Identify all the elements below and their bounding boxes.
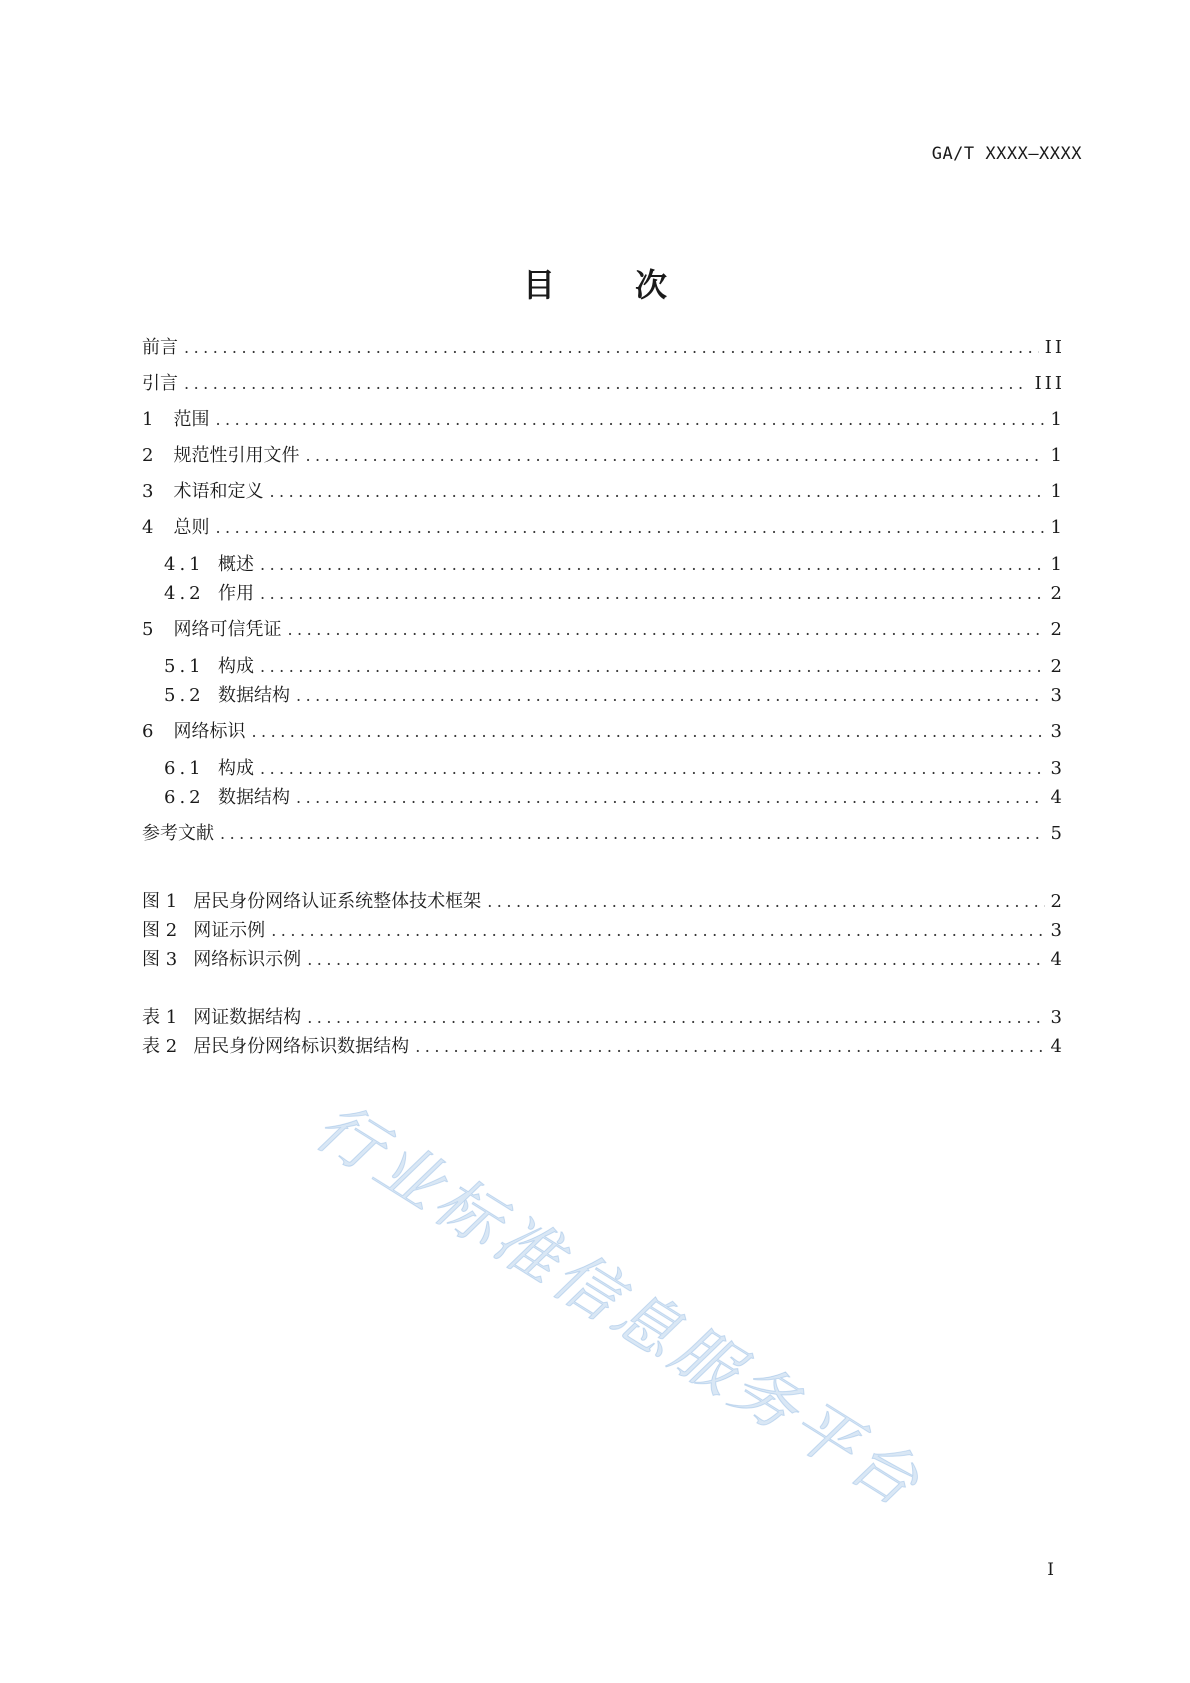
toc-leader-dots [307, 947, 1044, 973]
toc-entry-page: 1 [1050, 409, 1065, 430]
toc-leader-dots [260, 581, 1045, 607]
toc-entry-number: 5 [142, 619, 154, 640]
toc-entry-page: III [1034, 373, 1065, 394]
toc-entry-number: 3 [142, 481, 154, 502]
toc-entry-section-4-1[interactable] [164, 552, 1065, 578]
page-title: 目 次 [522, 266, 691, 304]
toc-entry-number: 5.1 [164, 656, 205, 677]
toc-leader-dots [415, 1034, 1044, 1060]
toc-table-page: 3 [1050, 1007, 1065, 1028]
toc-entry-page: 2 [1050, 583, 1065, 604]
toc-entry-label: 规范性引用文件 [173, 445, 300, 466]
toc-entry-page: 2 [1050, 619, 1065, 640]
toc-entry-section-6-1[interactable] [164, 756, 1065, 782]
page-number: I [1047, 1560, 1054, 1580]
toc-leader-dots [269, 479, 1044, 505]
toc-leader-dots [260, 552, 1045, 578]
toc-leader-dots [184, 335, 1039, 361]
toc-entry-page: 3 [1050, 685, 1065, 706]
toc-leader-dots [305, 443, 1044, 469]
toc-entry-page: 1 [1050, 554, 1065, 575]
toc-entry-section-3[interactable] [142, 479, 1065, 505]
toc-entry-introduction[interactable] [142, 371, 1065, 397]
toc-entry-label: 术语和定义 [173, 481, 264, 502]
toc-leader-dots [271, 918, 1044, 944]
toc-figure-page: 3 [1050, 920, 1065, 941]
toc-leader-dots [220, 821, 1045, 847]
toc-entry-section-2[interactable] [142, 443, 1065, 469]
toc-figure-number: 图 2 [142, 920, 178, 941]
toc-entry-page: 1 [1050, 517, 1065, 538]
toc-leader-dots [307, 1005, 1044, 1031]
toc-entry-label: 构成 [218, 656, 254, 677]
toc-entry-section-4-2[interactable] [164, 581, 1065, 607]
toc-entry-label: 参考文献 [142, 823, 214, 844]
toc-figure-page: 2 [1050, 891, 1065, 912]
watermark: 行业标准信息服务平台 [302, 1089, 936, 1524]
toc-figure-label: 居民身份网络认证系统整体技术框架 [193, 891, 482, 912]
toc-entry-number: 6.1 [164, 758, 205, 779]
toc-entry-page: II [1044, 337, 1065, 358]
toc-entry-page: 3 [1050, 758, 1065, 779]
toc-entry-number: 1 [142, 409, 154, 430]
toc-table-number: 表 1 [142, 1007, 178, 1028]
toc-figure-page: 4 [1050, 949, 1065, 970]
toc-entry-section-4[interactable] [142, 515, 1065, 541]
toc-entry-label: 构成 [218, 758, 254, 779]
toc-entry-page: 1 [1050, 445, 1065, 466]
toc-figure-number: 图 3 [142, 949, 178, 970]
toc-entry-label: 引言 [142, 373, 178, 394]
toc-figure-2[interactable] [142, 918, 1065, 944]
toc-entry-number: 4 [142, 517, 154, 538]
toc-entry-label: 网络可信凭证 [173, 619, 282, 640]
toc-entry-label: 范围 [173, 409, 210, 430]
toc-figure-label: 网证示例 [193, 920, 266, 941]
toc-entry-label: 网络标识 [173, 721, 246, 742]
toc-entry-number: 4.1 [164, 554, 205, 575]
toc-leader-dots [487, 889, 1044, 915]
toc-figure-3[interactable] [142, 947, 1065, 973]
toc-figure-1[interactable] [142, 889, 1065, 915]
toc-entry-number: 5.2 [164, 685, 205, 706]
toc-table-page: 4 [1050, 1036, 1065, 1057]
toc-leader-dots [251, 719, 1044, 745]
document-code: GA/T XXXX—XXXX [931, 144, 1082, 164]
toc-entry-page: 3 [1050, 721, 1065, 742]
toc-table-2[interactable] [142, 1034, 1065, 1060]
toc-table-1[interactable] [142, 1005, 1065, 1031]
toc-figure-number: 图 1 [142, 891, 178, 912]
toc-entry-label: 概述 [218, 554, 254, 575]
toc-entry-section-5[interactable] [142, 617, 1065, 643]
toc-entry-foreword[interactable] [142, 335, 1065, 361]
toc-entry-page: 2 [1050, 656, 1065, 677]
toc-entry-page: 1 [1050, 481, 1065, 502]
toc-entry-section-5-2[interactable] [164, 683, 1065, 709]
toc-entry-section-6-2[interactable] [164, 785, 1065, 811]
toc-entry-label: 数据结构 [218, 685, 290, 706]
toc-leader-dots [296, 683, 1045, 709]
toc-entry-label: 前言 [142, 337, 178, 358]
toc-leader-dots [287, 617, 1044, 643]
toc-entry-page: 5 [1050, 823, 1065, 844]
toc-entry-number: 4.2 [164, 583, 205, 604]
toc-entry-page: 4 [1050, 787, 1065, 808]
toc-leader-dots [184, 371, 1029, 397]
toc-entry-label: 总则 [173, 517, 210, 538]
toc-figure-label: 网络标识示例 [193, 949, 302, 970]
toc-entry-label: 作用 [218, 583, 254, 604]
toc-leader-dots [296, 785, 1045, 811]
toc-entry-label: 数据结构 [218, 787, 290, 808]
toc-leader-dots [215, 515, 1044, 541]
toc-entry-number: 6.2 [164, 787, 205, 808]
toc-entry-number: 2 [142, 445, 154, 466]
toc-entry-bibliography[interactable] [142, 821, 1065, 847]
toc-leader-dots [260, 654, 1045, 680]
toc-entry-section-6[interactable] [142, 719, 1065, 745]
toc-table-label: 居民身份网络标识数据结构 [193, 1036, 410, 1057]
toc-leader-dots [215, 407, 1044, 433]
toc-entry-section-1[interactable] [142, 407, 1065, 433]
toc-entry-number: 6 [142, 721, 154, 742]
toc-leader-dots [260, 756, 1045, 782]
toc-table-label: 网证数据结构 [193, 1007, 302, 1028]
toc-entry-section-5-1[interactable] [164, 654, 1065, 680]
toc-table-number: 表 2 [142, 1036, 178, 1057]
